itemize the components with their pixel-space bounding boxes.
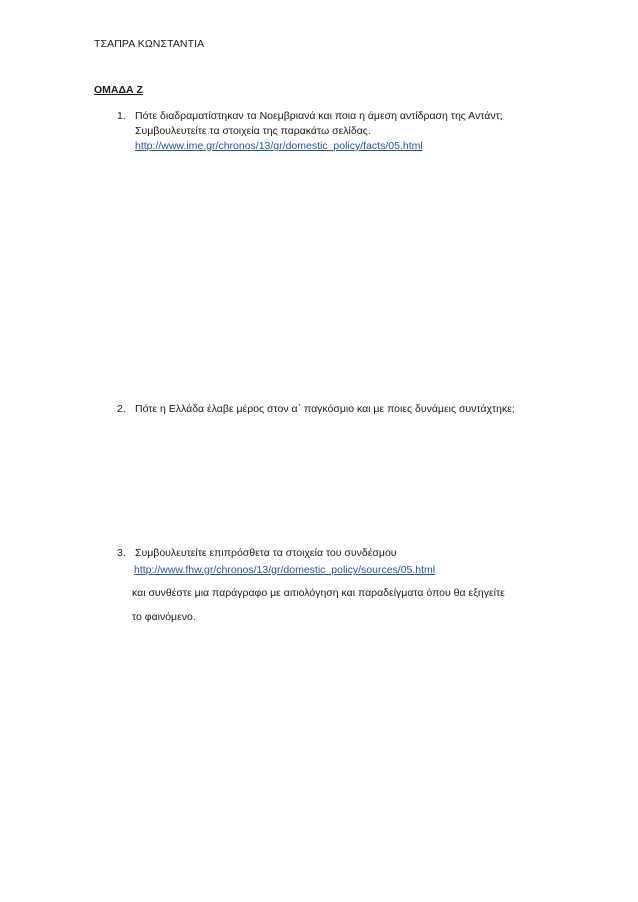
source-link[interactable]: http://www.ime.gr/chronos/13/gr/domestic_policy/facts/05.html xyxy=(135,140,423,152)
question-body xyxy=(135,402,515,417)
question-text-line: Συμβουλευτείτε επιπρόσθετα τα στοιχεία του συνδέσμου xyxy=(135,547,397,559)
question-text-line: Πότε η Ελλάδα έλαβε μέρος στον α΄ παγκόσμιο και με ποιες δυνάμεις συντάχτηκε; xyxy=(135,403,515,415)
question-text-line: Συμβουλευτείτε τα στοιχεία της παρακάτω σελίδας. xyxy=(135,125,371,137)
question-body xyxy=(135,109,503,154)
group-title: ΟΜΑΔΑ Ζ xyxy=(94,84,143,96)
question-text-line: Πότε διαδραματίστηκαν τα Νοεμβριανά και ποια η άμεση αντίδραση της Αντάντ; xyxy=(135,110,503,122)
question-number: 2. xyxy=(117,403,126,415)
source-link[interactable]: http://www.fhw.gr/chronos/13/gr/domestic_policy/sources/05.html xyxy=(134,564,436,576)
question-text-line: και συνθέστε μια παράγραφο με αιτιολόγηση και παραδείγματα όπου θα εξηγείτε xyxy=(132,587,505,599)
question-number: 1. xyxy=(117,110,126,122)
question-text-line: το φαινόμενο. xyxy=(132,611,196,623)
question-body xyxy=(135,546,397,561)
question-number: 3. xyxy=(117,547,126,559)
author-header: ΤΣΑΠΡΑ ΚΩΝΣΤΑΝΤΙΑ xyxy=(94,38,205,50)
